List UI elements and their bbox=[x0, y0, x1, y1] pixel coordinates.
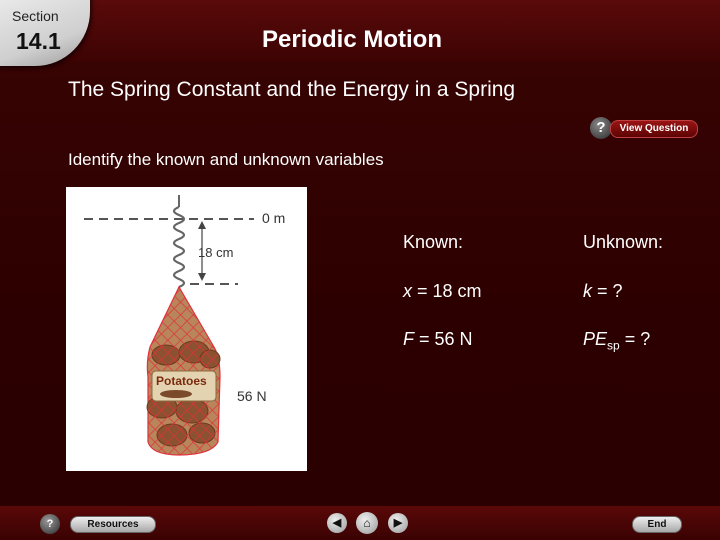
known-x: x = 18 cm bbox=[403, 281, 482, 301]
next-button[interactable] bbox=[388, 513, 410, 531]
zero-mark-label: 0 m bbox=[262, 210, 286, 226]
previous-icon: ◀ bbox=[327, 513, 347, 533]
instruction-text: Identify the known and unknown variables bbox=[68, 150, 384, 169]
end-button[interactable] bbox=[632, 514, 684, 532]
slide-title: Periodic Motion bbox=[262, 26, 442, 53]
footer-bar bbox=[0, 506, 720, 540]
unknown-k: k = ? bbox=[583, 281, 623, 301]
question-icon: ? bbox=[590, 117, 612, 139]
unknown-header: Unknown: bbox=[583, 232, 664, 252]
known-header: Known: bbox=[403, 232, 464, 252]
spring-illustration bbox=[66, 187, 307, 471]
view-question-button[interactable] bbox=[590, 117, 698, 139]
known-f: F = 56 N bbox=[403, 329, 473, 349]
stretch-label: 18 cm bbox=[198, 245, 234, 260]
home-icon: ⌂ bbox=[356, 512, 378, 534]
weight-label: 56 N bbox=[237, 388, 267, 404]
view-question-label: View Question bbox=[610, 120, 698, 138]
resources-button[interactable] bbox=[40, 514, 158, 532]
slide-subtitle: The Spring Constant and the Energy in a Spring bbox=[68, 78, 516, 101]
bag-label: Potatoes bbox=[156, 374, 207, 388]
unknown-pe: $PE_{sp}$ = ? bbox=[583, 329, 651, 353]
resources-label: Resources bbox=[70, 516, 156, 533]
end-label: End bbox=[632, 516, 682, 533]
section-label: Section bbox=[12, 8, 59, 24]
home-button[interactable] bbox=[356, 512, 380, 530]
previous-button[interactable] bbox=[327, 513, 349, 531]
spring-figure bbox=[66, 187, 307, 471]
help-icon: ? bbox=[40, 514, 60, 534]
next-icon: ▶ bbox=[388, 513, 408, 533]
section-number: 14.1 bbox=[16, 28, 61, 54]
